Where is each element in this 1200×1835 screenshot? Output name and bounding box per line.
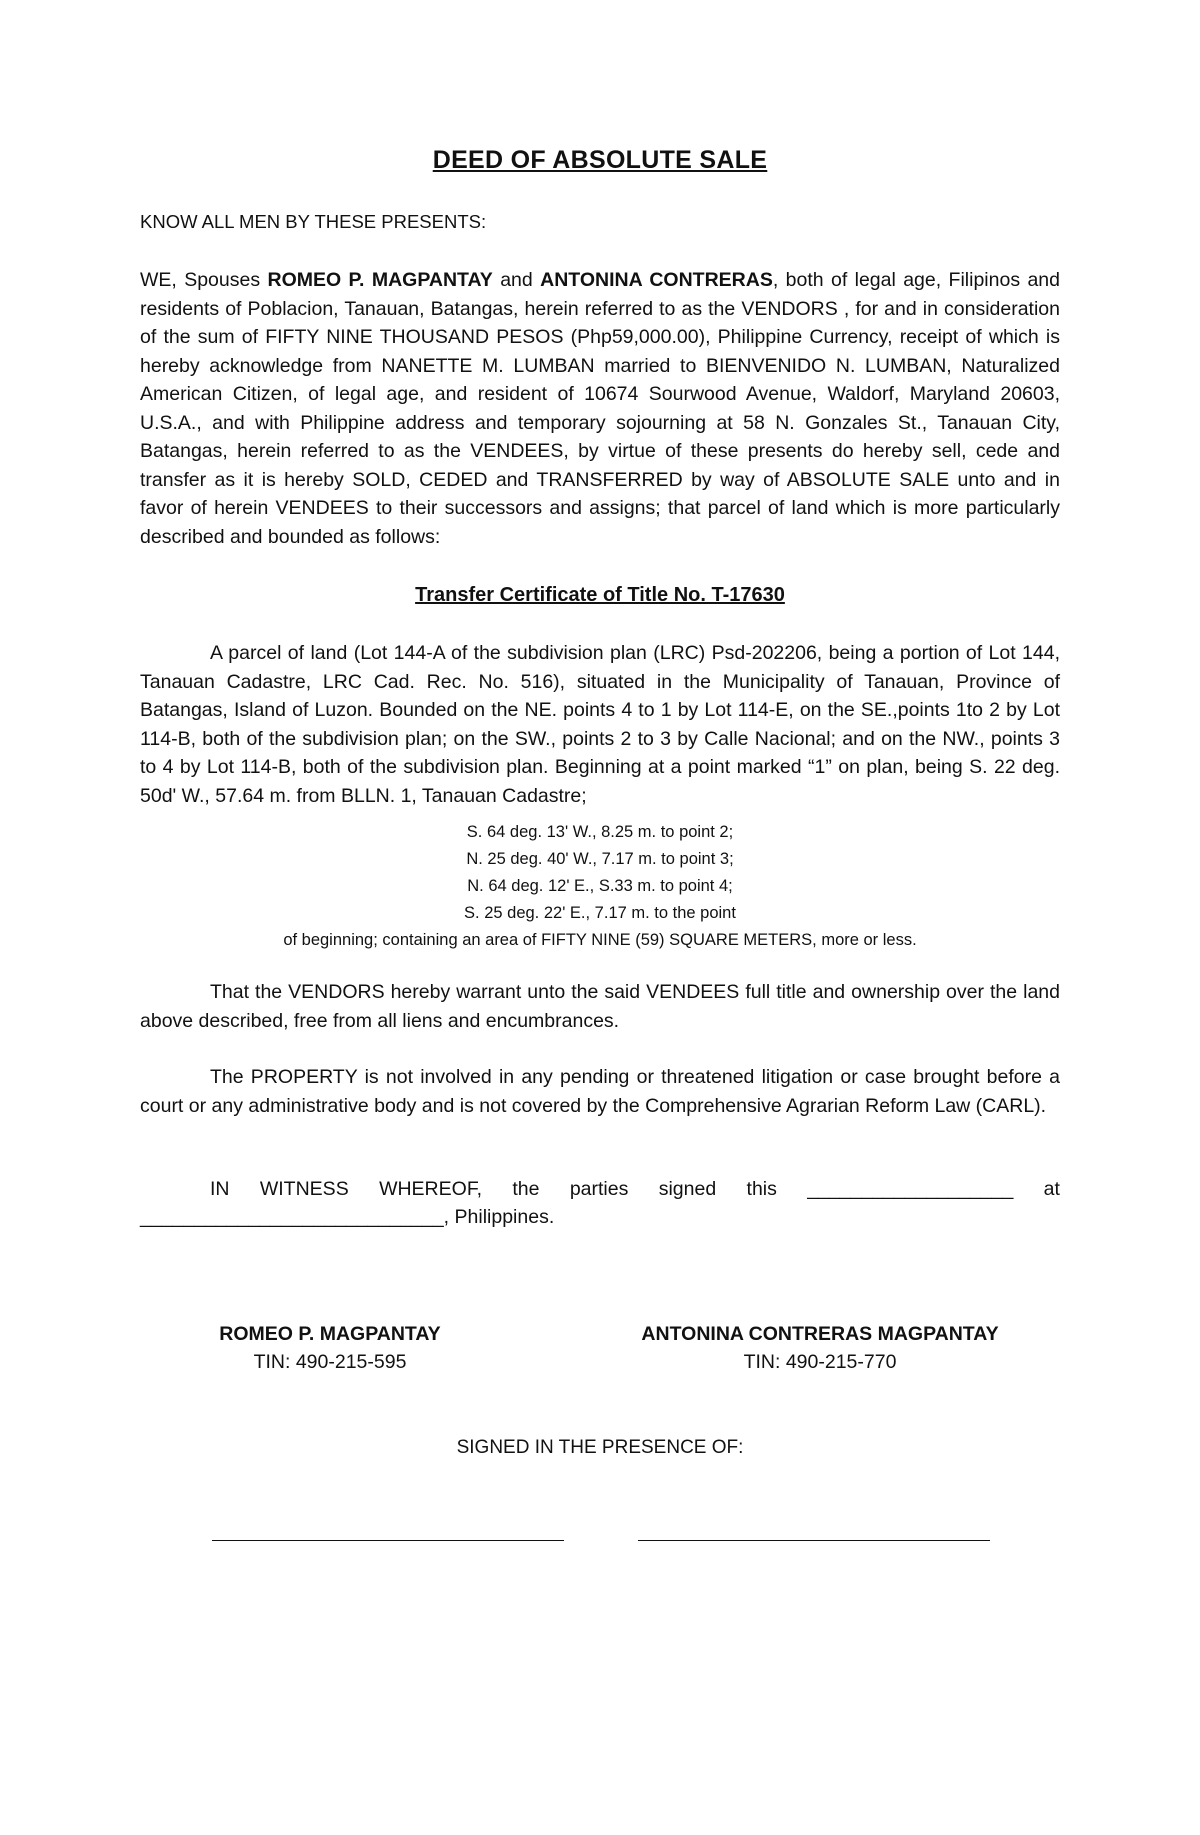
witness-word: this — [746, 1178, 777, 1200]
intro-text-1: WE, Spouses — [140, 269, 268, 291]
bearing-line: S. 64 deg. 13' W., 8.25 m. to point 2; — [466, 823, 734, 841]
date-blank[interactable]: ___________________ — [807, 1178, 1014, 1200]
opening-phrase: KNOW ALL MEN BY THESE PRESENTS: — [140, 211, 487, 232]
presence-label: SIGNED IN THE PRESENCE OF: — [456, 1437, 744, 1458]
witness-word: IN — [210, 1178, 230, 1200]
property-clause-paragraph: The PROPERTY is not involved in any pending or threatened litigation or case brought before a court or any administrative body and is not covered by the Comprehensive Agrarian Reform Law (CARL). — [140, 1066, 1060, 1117]
witness-1-signature-line[interactable] — [212, 1540, 564, 1541]
place-blank[interactable]: ____________________________ — [140, 1206, 444, 1228]
vendor-2-name: ANTONINA CONTRERAS — [540, 269, 773, 291]
witness-word: the — [512, 1178, 540, 1200]
area-line: of beginning; containing an area of FIFTY NINE (59) SQUARE METERS, more or less. — [283, 931, 917, 949]
warranty-paragraph: That the VENDORS hereby warrant unto the said VENDEES full title and ownership over the land above described, free from all liens and encumbrances. — [140, 981, 1060, 1032]
bearing-line: N. 25 deg. 40' W., 7.17 m. to point 3; — [466, 850, 734, 868]
witness-2-signature-line[interactable] — [638, 1540, 990, 1541]
signatory-2-name: ANTONINA CONTRERAS MAGPANTAY — [641, 1323, 999, 1345]
document-title: DEED OF ABSOLUTE SALE — [432, 146, 768, 174]
signatory-1-tin: TIN: 490-215-595 — [253, 1351, 407, 1373]
bearing-line: S. 25 deg. 22' E., 7.17 m. to the point — [464, 904, 736, 922]
tct-heading: Transfer Certificate of Title No. T-17630 — [415, 584, 785, 606]
witness-word: signed — [658, 1178, 717, 1200]
land-description-paragraph: A parcel of land (Lot 144-A of the subdivision plan (LRC) Psd-202206, being a portion of Lot 144, Tanauan Cadastre, LRC Cad. Rec. No. 516), situated in the Municipality of Tanauan, Province of Batangas, Island of Luzon. Bounded on the NE. points 4 to 1 by Lot 114-E, on the SE.,points 1to 2 by Lot 114-B, both of the subdivision plan; on the SW., points 2 to 3 by Calle Nacional; and on the NW., points 3 to 4 by Lot 114-B, both of the subdivision plan. Beginning at a point marked “1” on plan, being S. 22 deg. 50d' W., 57.64 m. from BLLN. 1, Tanauan Cadastre; — [140, 642, 1060, 807]
signatory-2-tin: TIN: 490-215-770 — [743, 1351, 897, 1373]
intro-text-2: and — [492, 269, 541, 291]
intro-paragraph — [140, 266, 1060, 551]
witness-word: WITNESS — [259, 1178, 349, 1200]
witness-word: parties — [569, 1178, 629, 1200]
vendor-1-name: ROMEO P. MAGPANTAY — [267, 269, 493, 291]
witness-clause-line — [210, 1178, 1060, 1201]
intro-text-3: , both of legal age, Filipinos and residents of Poblacion, Tanauan, Batangas, herein referred to as the VENDORS , for and in consideration of the sum of FIFTY NINE THOUSAND PESOS (Php59,000.00), Philippine Currency, receipt of which is hereby acknowledge from NANETTE M. LUMBAN married to BIENVENIDO N. LUMBAN, Naturalized American Citizen, of legal age, and resident of 10674 Sourwood Avenue, Waldorf, Maryland 20603, U.S.A., and with Philippine address and temporary sojourning at 58 N. Gonzales St., Tanauan City, Batangas, herein referred to as the VENDEES, by virtue of these presents do hereby sell, cede and transfer as it is hereby SOLD, CEDED and TRANSFERRED by way of ABSOLUTE SALE unto and in favor of herein VENDEES to their successors and assigns; that parcel of land which is more particularly described and bounded as follows: — [140, 269, 1060, 548]
witness-word: at — [1043, 1178, 1060, 1200]
witness-clause-line-2 — [140, 1206, 554, 1229]
witness-suffix: , Philippines. — [443, 1206, 555, 1228]
witness-word: WHEREOF, — [379, 1178, 482, 1200]
bearing-line: N. 64 deg. 12' E., S.33 m. to point 4; — [467, 877, 733, 895]
signatory-1-name: ROMEO P. MAGPANTAY — [219, 1323, 441, 1345]
